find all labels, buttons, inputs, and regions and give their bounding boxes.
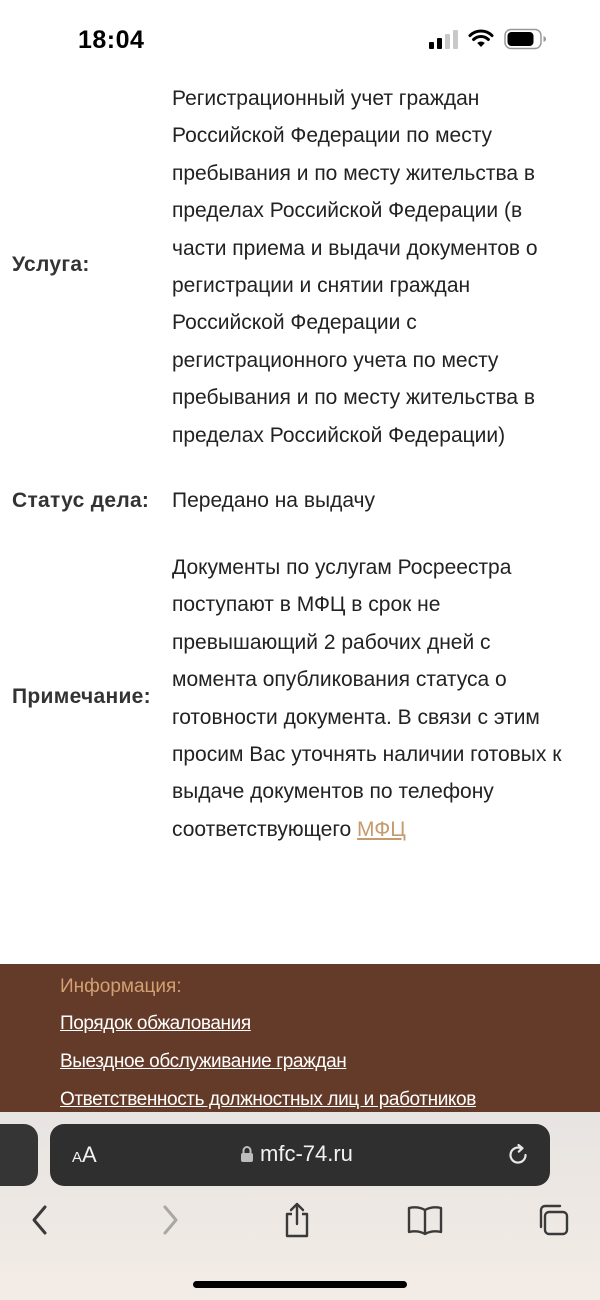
cellular-signal-icon <box>429 29 458 49</box>
tabs-button[interactable] <box>533 1200 573 1240</box>
status-time: 18:04 <box>78 26 145 54</box>
status-bar <box>0 0 600 80</box>
status-value: Передано на выдачу <box>172 489 375 512</box>
lock-icon <box>240 1145 254 1163</box>
footer-link-appeal[interactable]: Порядок обжалования <box>60 1013 251 1034</box>
share-button[interactable] <box>277 1200 317 1240</box>
back-icon <box>29 1203 51 1237</box>
service-label: Услуга: <box>12 253 90 276</box>
share-icon <box>282 1201 312 1239</box>
url-display[interactable] <box>240 1141 353 1167</box>
reload-icon[interactable] <box>504 1141 532 1169</box>
reader-settings-button[interactable]: AA <box>72 1142 97 1167</box>
note-text: Документы по услугам Росреестра поступают в МФЦ в срок не превышающий 2 рабочих дней с момента опубликования статуса о готовности документа. В связи с этим просим Вас уточнять наличии готовых к выдаче документов по телефону соответствующего <box>172 556 562 841</box>
url-text: mfc-74.ru <box>260 1141 353 1166</box>
forward-icon <box>159 1203 181 1237</box>
tabs-icon <box>535 1202 571 1238</box>
bookmarks-button[interactable] <box>405 1200 445 1240</box>
status-label: Статус дела: <box>12 489 150 512</box>
address-bar[interactable] <box>50 1124 550 1186</box>
forward-button[interactable] <box>150 1200 190 1240</box>
home-indicator[interactable] <box>193 1281 407 1288</box>
back-button[interactable] <box>20 1200 60 1240</box>
previous-tab-preview[interactable] <box>0 1124 38 1186</box>
service-value: Регистрационный учет граждан Российской Федерации по месту пребывания и по месту жительства в пределах Российской Федерации (в части приема и выдачи документов о регистрации и снятии граждан Российской Федерации с регистрационного учета по месту пребывания и по месту жительства в пределах Российской Федерации) <box>172 87 538 447</box>
wifi-icon <box>468 29 494 49</box>
battery-icon <box>504 28 548 50</box>
footer-info <box>0 964 600 1114</box>
note-value <box>172 549 572 848</box>
bookmarks-icon <box>406 1204 444 1236</box>
mfc-link[interactable]: МФЦ <box>357 817 406 841</box>
status-icons <box>429 28 548 50</box>
footer-link-outreach[interactable]: Выездное обслуживание граждан <box>60 1051 347 1072</box>
footer-link-responsibility[interactable]: Ответственность должностных лиц и работников <box>60 1089 476 1110</box>
note-label: Примечание: <box>12 685 151 708</box>
footer-title: Информация: <box>60 976 182 997</box>
